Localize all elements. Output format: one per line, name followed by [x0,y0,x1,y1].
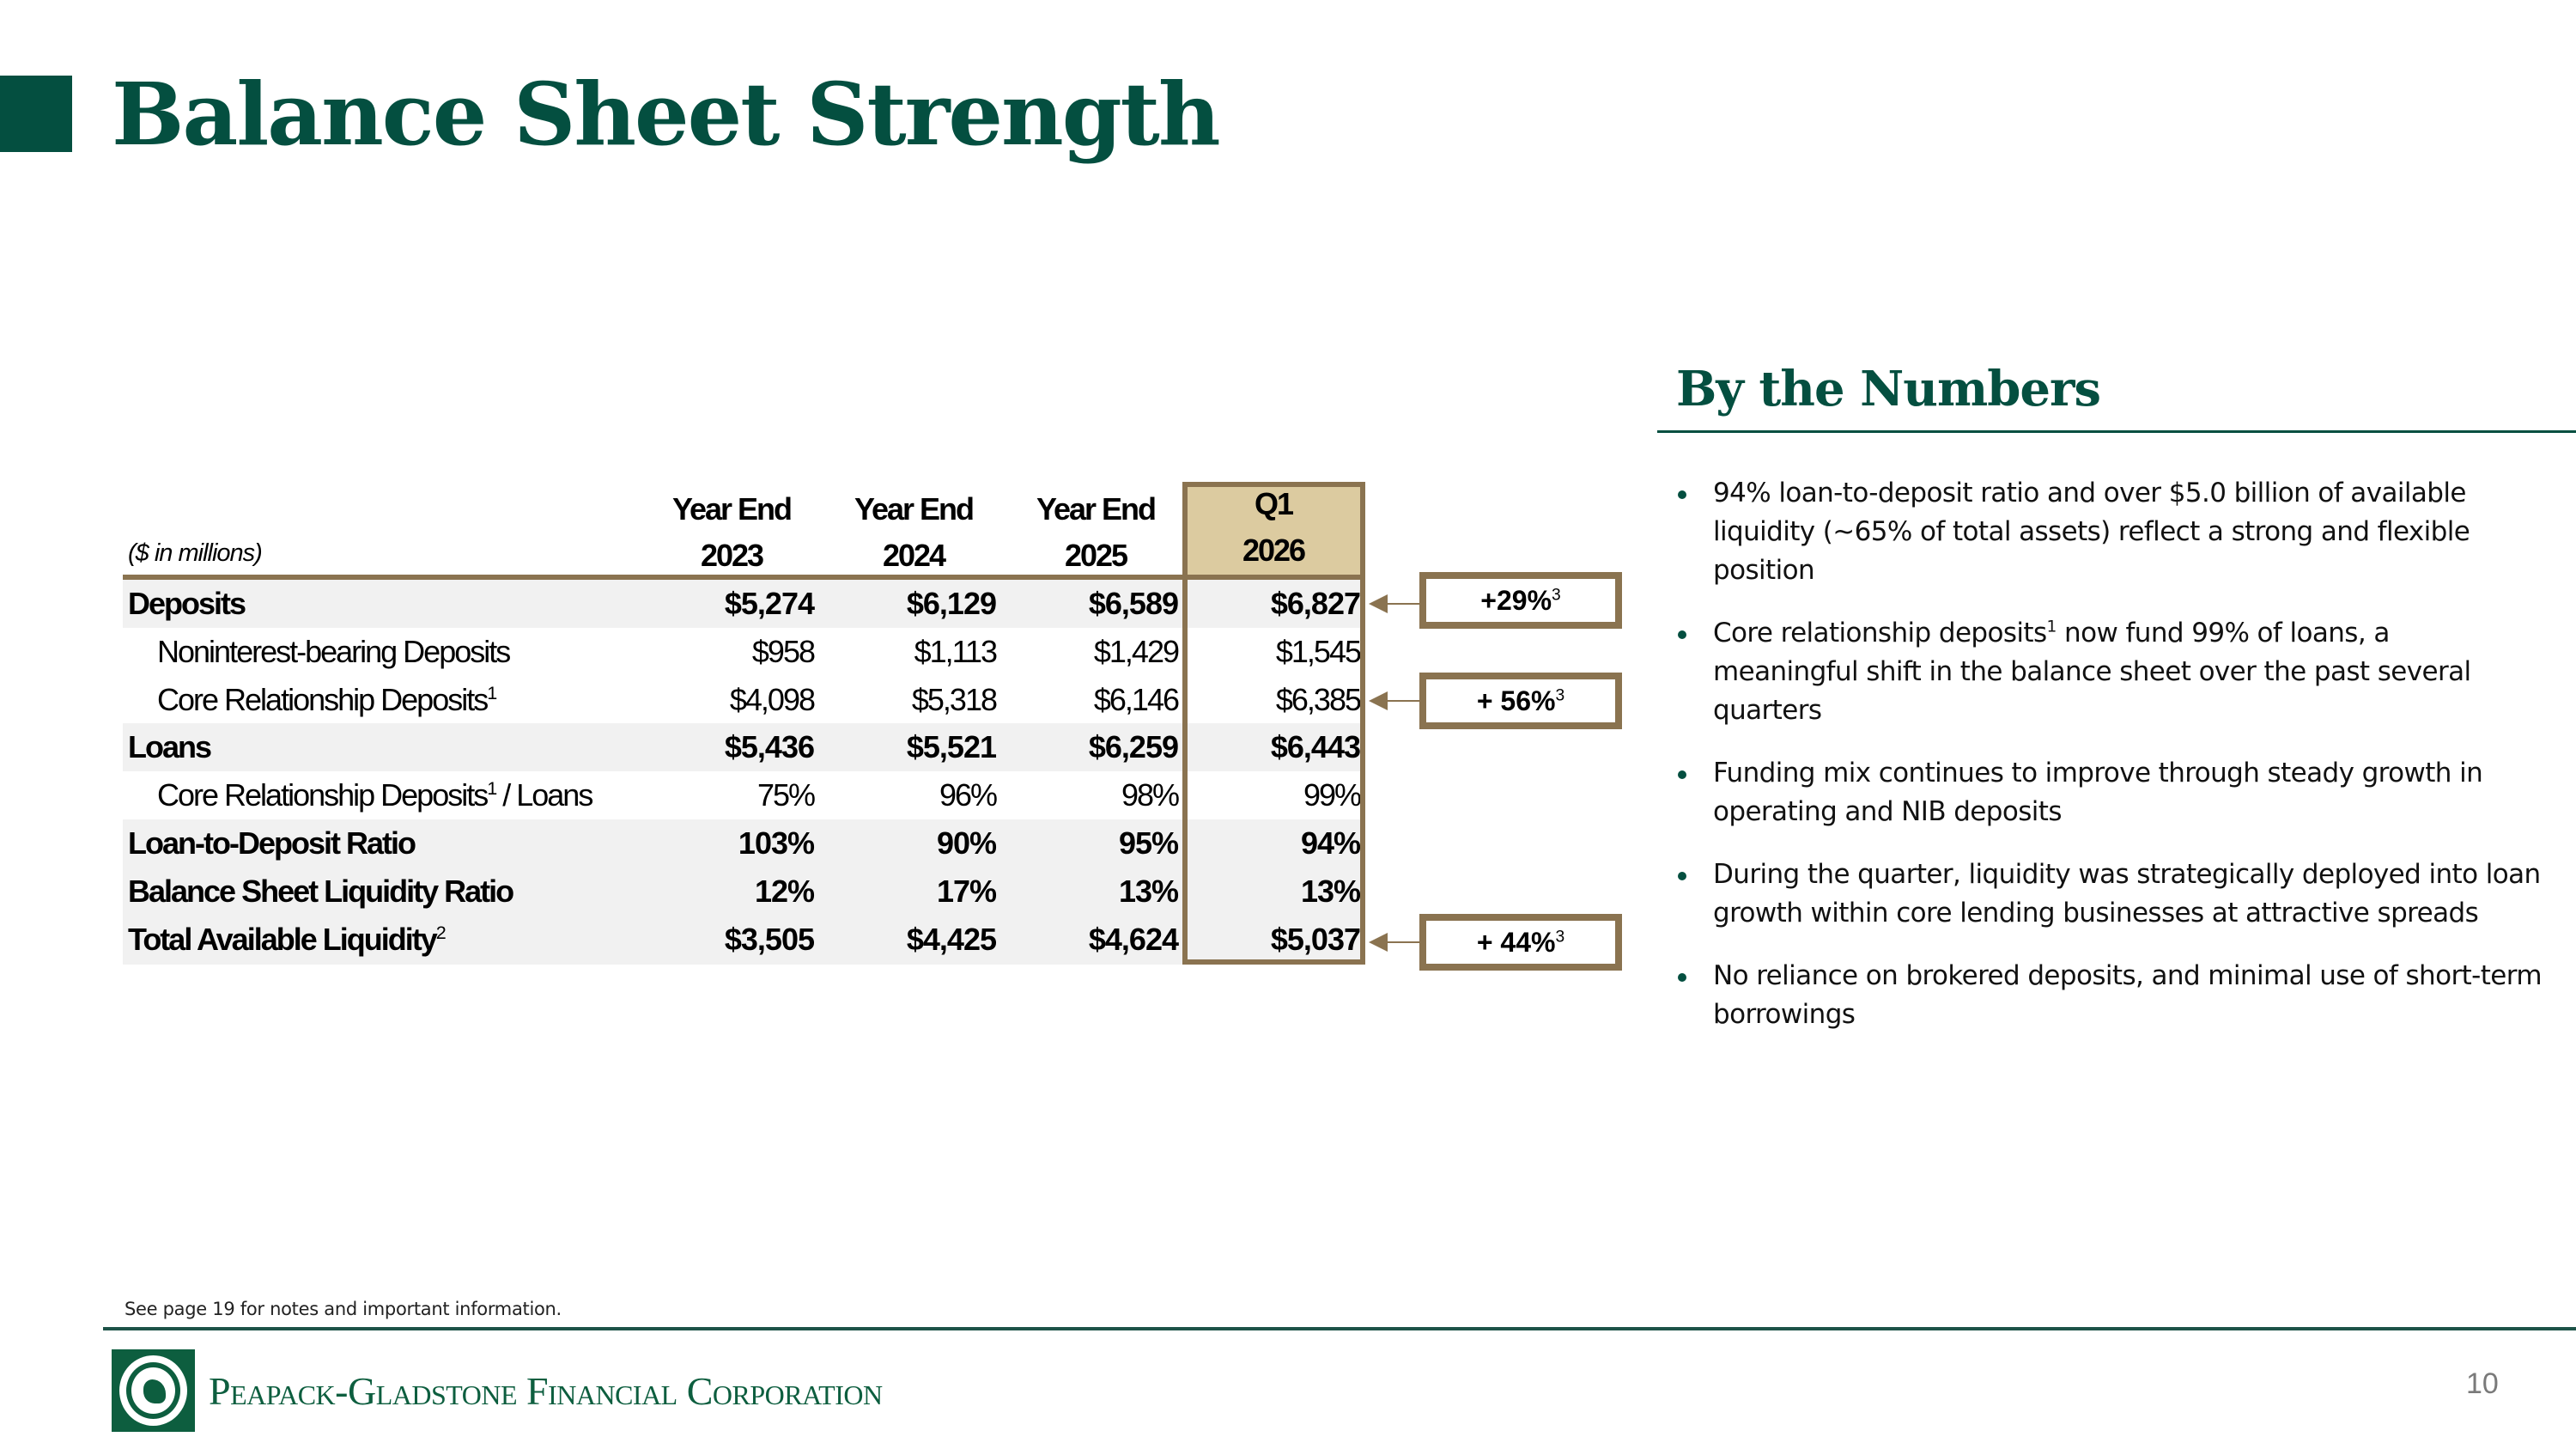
table-row-balance-sheet-liquidity-ratio: Balance Sheet Liquidity Ratio 12% 17% 13% 13% [123,868,1360,916]
column-header-2023: Year End 2023 [671,491,792,573]
page-title: Balance Sheet Strength [112,64,1219,165]
callout-deposits-growth: +29%$^3$ [1419,572,1622,629]
table-row-deposits: Deposits $5,274 $6,129 $6,589 $6,827 [123,580,1360,628]
callout-core-deposits-growth: + 56%$^3$ [1419,673,1622,729]
by-the-numbers-list [1674,474,2542,1058]
list-item: 94% loan-to-deposit ratio and over $5.0 billion of available liquidity (~65% of total assets) reflect a strong and flexible position [1674,474,2542,590]
page-number: 10 [2466,1367,2499,1400]
bullet-icon [1678,630,1686,639]
footer-divider [103,1327,2576,1330]
bullet-icon [1678,973,1686,982]
arrow-connector [1386,700,1420,702]
arrow-left-icon [1369,691,1388,710]
table-row-core-relationship-deposits: Core Relationship Deposits$^1$ $4,098 $5,318 $6,146 $6,385 [157,682,1360,717]
company-logo-icon [112,1349,195,1432]
unit-label: ($ in millions) [128,539,262,567]
table-row-loan-to-deposit-ratio: Loan-to-Deposit Ratio 103% 90% 95% 94% [123,819,1360,868]
bullet-icon [1678,490,1686,499]
list-item: Core relationship deposits$^1$ now fund 99% of loans, a meaningful shift in the balance sheet over the past several quarters [1674,614,2542,730]
table-row-total-available-liquidity: Total Available Liquidity$^2$ $3,505 $4,425 $4,624 $5,037 [123,916,1360,965]
table-row-core-deposits-to-loans: Core Relationship Deposits$^1$ / Loans 75% 96% 98% 99% [157,777,1360,813]
title-accent-square [0,76,72,152]
table-header [123,481,1368,575]
arrow-connector [1386,941,1420,943]
company-name: Peapack-Gladstone Financial Corporation [209,1369,883,1413]
table-row-loans: Loans $5,436 $5,521 $6,259 $6,443 [123,723,1360,771]
list-item: During the quarter, liquidity was strategically deployed into loan growth within core lending businesses at attractive spreads [1674,855,2542,933]
by-the-numbers-underline [1657,430,2576,433]
horse-rider-icon [143,1379,166,1403]
bullet-icon [1678,770,1686,779]
arrow-connector [1386,603,1420,605]
list-item: Funding mix continues to improve through steady growth in operating and NIB deposits [1674,754,2542,831]
column-header-q1-2026: Q1 2026 [1242,486,1305,568]
bullet-icon [1678,872,1686,880]
by-the-numbers-heading: By the Numbers [1676,361,2101,417]
footnote: See page 19 for notes and important information. [125,1299,562,1319]
arrow-left-icon [1369,594,1388,613]
column-header-2024: Year End 2024 [854,491,974,573]
q1-2026-column-highlight [1182,482,1365,965]
list-item: No reliance on brokered deposits, and minimal use of short-term borrowings [1674,957,2542,1034]
arrow-left-icon [1369,933,1388,952]
column-header-2025: Year End 2025 [1036,491,1156,573]
callout-liquidity-growth: + 44%$^3$ [1419,914,1622,971]
table-row-noninterest-bearing-deposits: Noninterest-bearing Deposits $958 $1,113 $1,429 $1,545 [157,634,1360,669]
